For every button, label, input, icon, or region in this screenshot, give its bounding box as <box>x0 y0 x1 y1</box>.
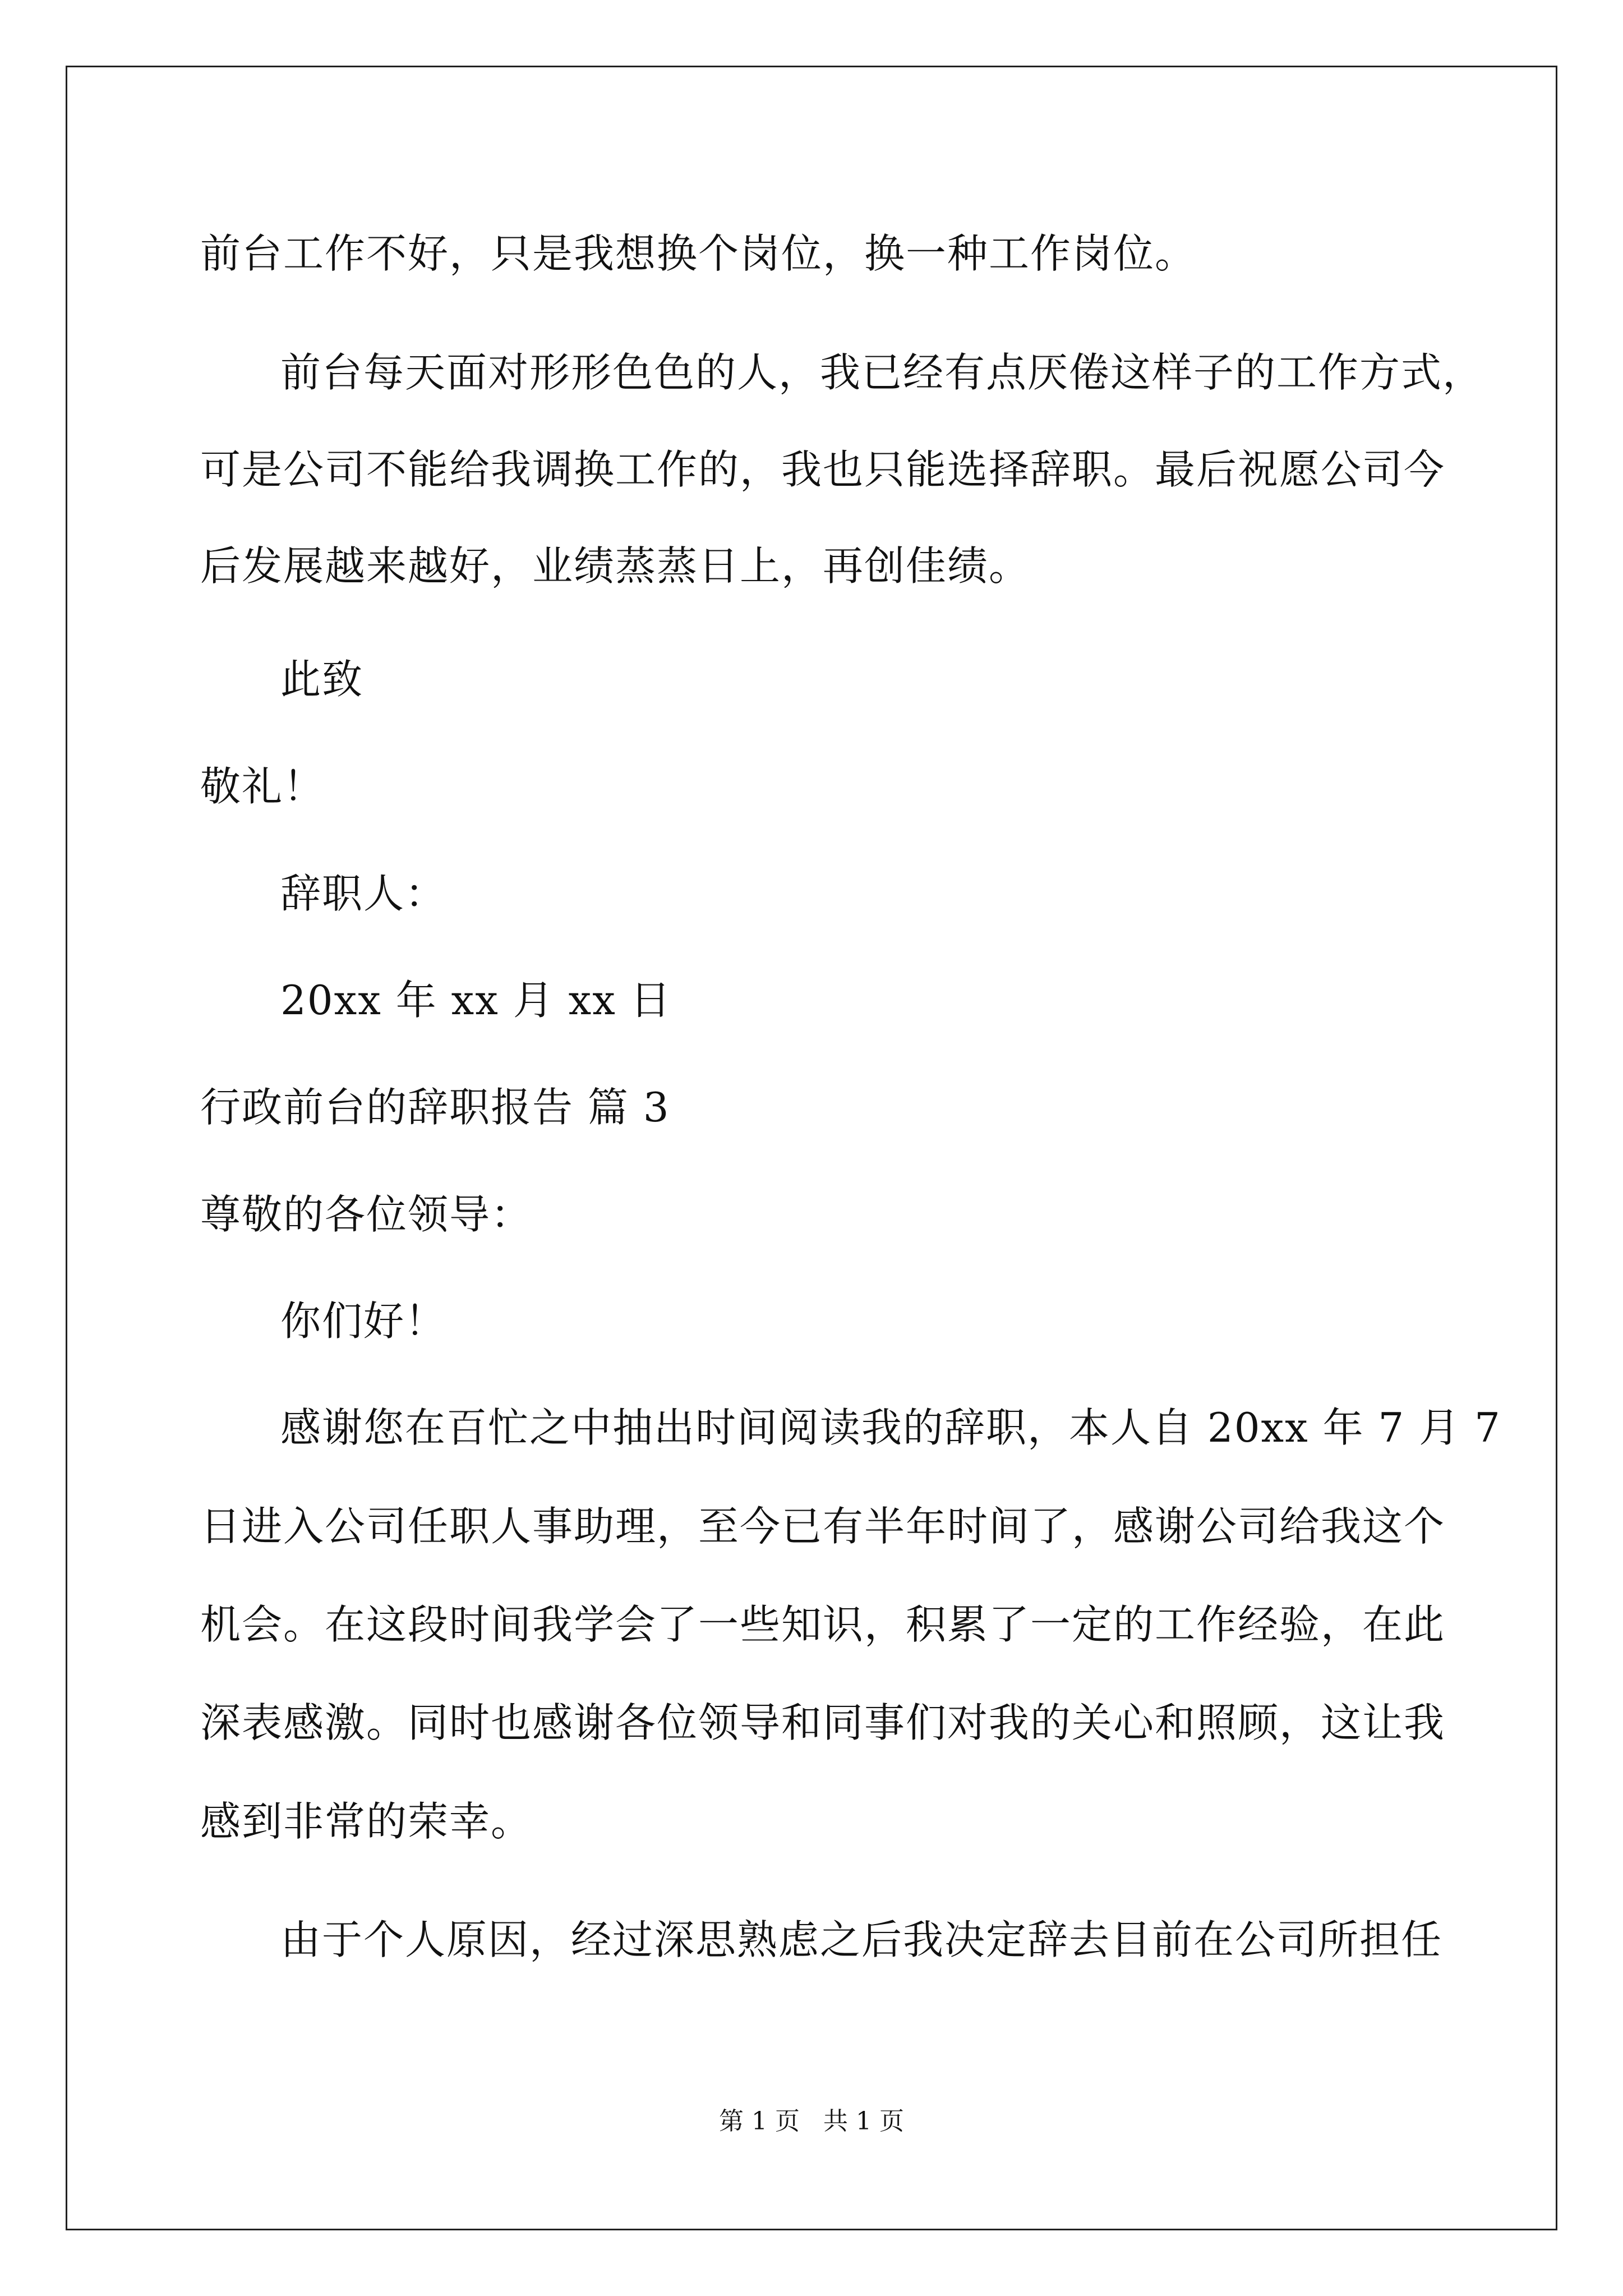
body-text-line: 后发展越来越好，业绩蒸蒸日上，再创佳绩。 <box>200 542 1031 590</box>
closing-regards: 敬礼！ <box>200 763 325 810</box>
section-heading: 行政前台的辞职报告 篇 3 <box>200 1084 670 1131</box>
body-text-line: 深表感激。同时也感谢各位领导和同事们对我的关心和照顾，这让我 <box>200 1699 1446 1746</box>
body-text-line: 日进入公司任职人事助理，至今已有半年时间了，感谢公司给我这个 <box>200 1503 1446 1550</box>
body-text-line: 前台工作不好，只是我想换个岗位，换一种工作岗位。 <box>200 230 1197 277</box>
body-text-line: 前台每天面对形形色色的人，我已经有点厌倦这样子的工作方式， <box>280 349 1484 396</box>
body-text-line: 由于个人原因，经过深思熟虑之后我决定辞去目前在公司所担任 <box>280 1916 1443 1963</box>
signature-label: 辞职人： <box>280 870 447 917</box>
body-text-line: 感到非常的荣幸。 <box>200 1798 533 1845</box>
body-text-line: 可是公司不能给我调换工作的，我也只能选择辞职。最后祝愿公司今 <box>200 446 1446 493</box>
greeting: 你们好！ <box>280 1297 447 1345</box>
closing-salutation: 此致 <box>280 656 364 703</box>
body-text-line: 感谢您在百忙之中抽出时间阅读我的辞职，本人自 20xx 年 7 月 7 <box>280 1404 1501 1451</box>
recipient-salutation: 尊敬的各位领导： <box>200 1191 533 1238</box>
page-footer: 第 1 页 共 1 页 <box>719 2107 904 2136</box>
date-line: 20xx 年 xx 月 xx 日 <box>280 977 672 1024</box>
body-text-line: 机会。在这段时间我学会了一些知识，积累了一定的工作经验，在此 <box>200 1601 1446 1648</box>
